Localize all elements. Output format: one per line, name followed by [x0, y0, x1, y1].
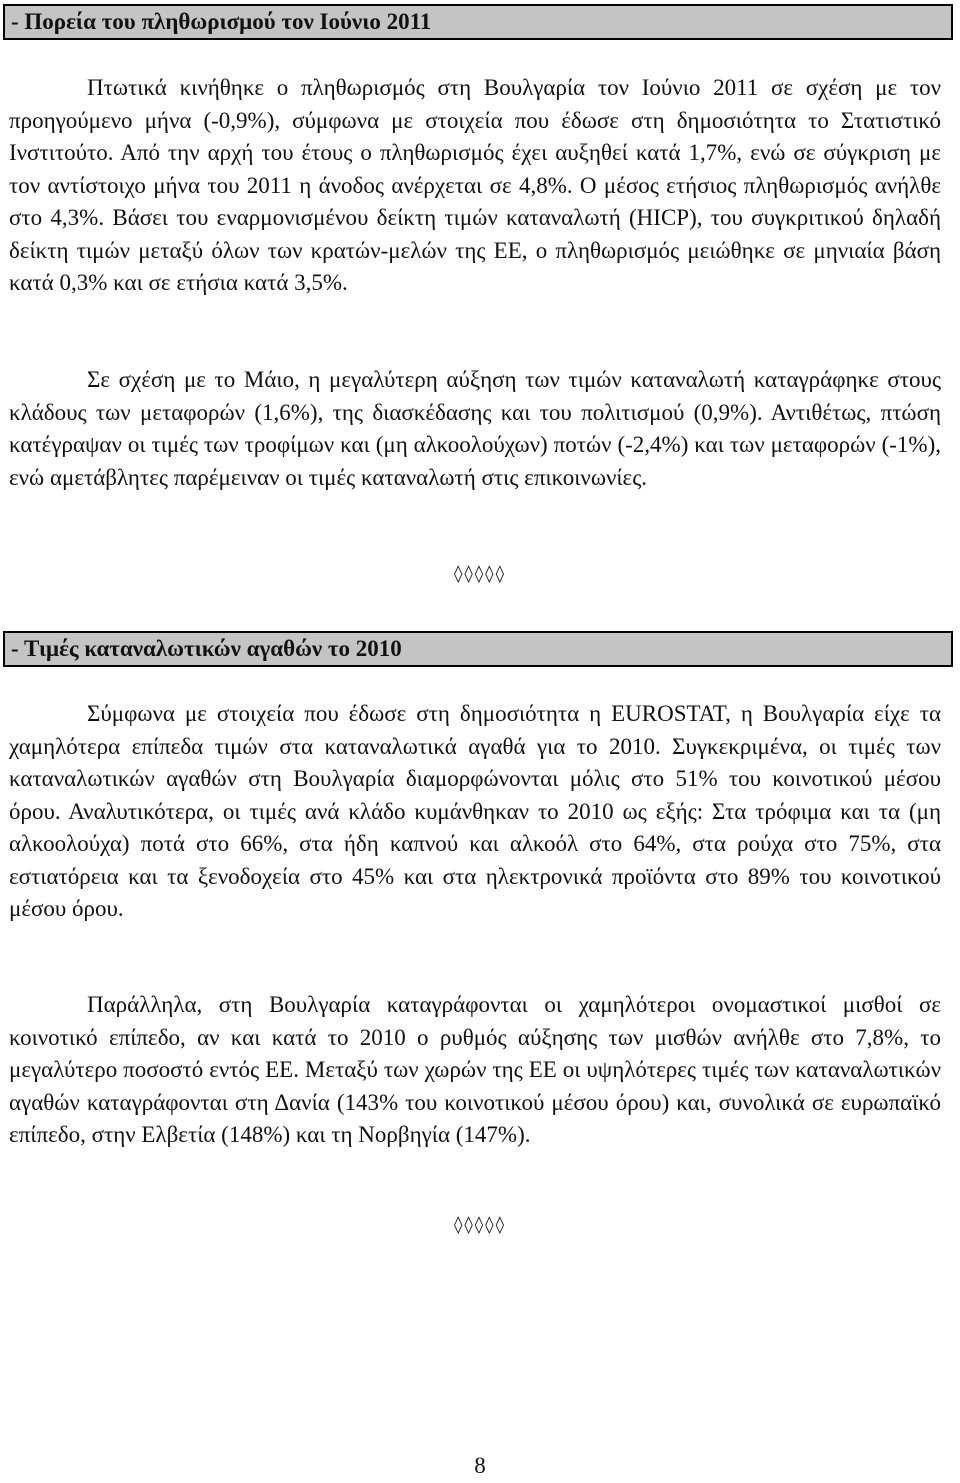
section-separator: ◊◊◊◊◊ — [453, 564, 506, 584]
paragraph-consumer-prices: Σύμφωνα με στοιχεία που έδωσε στη δημοσιότητα η EUROSTAT, η Βουλγαρία είχε τα χαμηλότερα επίπεδα τιμών στα καταναλωτικά αγαθά για το 2010. Συγκεκριμένα, οι τιμές των καταναλωτικών αγαθών στη Βουλγαρία διαμορφώνονται μόλις στο 51% του κοινοτικού μέσου όρου. Αναλυτικότερα, οι τιμές ανά κλάδο κυμάνθηκαν το 2010 ως εξής: Στα τρόφιμα και τα (μη αλκοολούχα) ποτά στο 66%, στα ήδη καπνού και αλκοόλ στο 64%, στα ρούχα στο 75%, στα εστιατόρεια και τα ξενοδοχεία στο 45% και στα ηλεκτρονικά προϊόντα στο 89% του κοινοτικού μέσου όρου. — [9, 701, 941, 921]
section-heading-consumer-prices: - Τιμές καταναλωτικών αγαθών το 2010 — [3, 631, 953, 667]
page-number: 8 — [474, 1453, 486, 1478]
paragraph-inflation-sectors: Σε σχέση με το Μάιο, η μεγαλύτερη αύξηση των τιμών καταναλωτή καταγράφηκε στους κλάδους των μεταφορών (1,6%), της διασκέδασης και του πολιτισμού (0,9%). Αντιθέτως, πτώση κατέγραψαν οι τιμές των τροφίμων και (μη αλκοολούχων) ποτών (-2,4%) και των μεταφορών (-1%), ενώ αμετάβλητες παρέμειναν οι τιμές καταναλωτή στις επικοινωνίες. — [9, 367, 941, 490]
paragraph-inflation-summary: Πτωτικά κινήθηκε ο πληθωρισμός στη Βουλγαρία τον Ιούνιο 2011 σε σχέση με τον προηγούμενο μήνα (-0,9%), σύμφωνα με στοιχεία που έδωσε στη δημοσιότητα το Στατιστικό Ινστιτούτο. Από την αρχή του έτους ο πληθωρισμός έχει αυξηθεί κατά 1,7%, ενώ σε σύγκριση με τον αντίστοιχο μήνα του 2011 η άνοδος ανέρχεται σε 4,8%. Ο μέσος ετήσιος πληθωρισμός ανήλθε στο 4,3%. Βάσει του εναρμονισμένου δείκτη τιμών καταναλωτή (HICP), του συγκριτικού δηλαδή δείκτη τιμών μεταξύ όλων των κρατών-μελών της ΕΕ, ο πληθωρισμός μειώθηκε σε μηνιαία βάση κατά 0,3% και σε ετήσια κατά 3,5%. — [9, 75, 941, 295]
section-separator: ◊◊◊◊◊ — [453, 1215, 506, 1235]
section-heading-inflation: - Πορεία του πληθωρισμού τον Ιούνιο 2011 — [3, 4, 953, 40]
paragraph-wages: Παράλληλα, στη Βουλγαρία καταγράφονται οι χαμηλότεροι ονομαστικοί μισθοί σε κοινοτικό επίπεδο, αν και κατά το 2010 ο ρυθμός αύξησης των μισθών ανήλθε στο 7,8%, το μεγαλύτερο ποσοστό εντός ΕΕ. Μεταξύ των χωρών της ΕΕ οι υψηλότερες τιμές των καταναλωτικών αγαθών καταγράφονται στη Δανία (143% του κοινοτικού μέσου όρου) και, συνολικά σε ευρωπαϊκό επίπεδο, στην Ελβετία (148%) και τη Νορβηγία (147%). — [9, 992, 941, 1147]
